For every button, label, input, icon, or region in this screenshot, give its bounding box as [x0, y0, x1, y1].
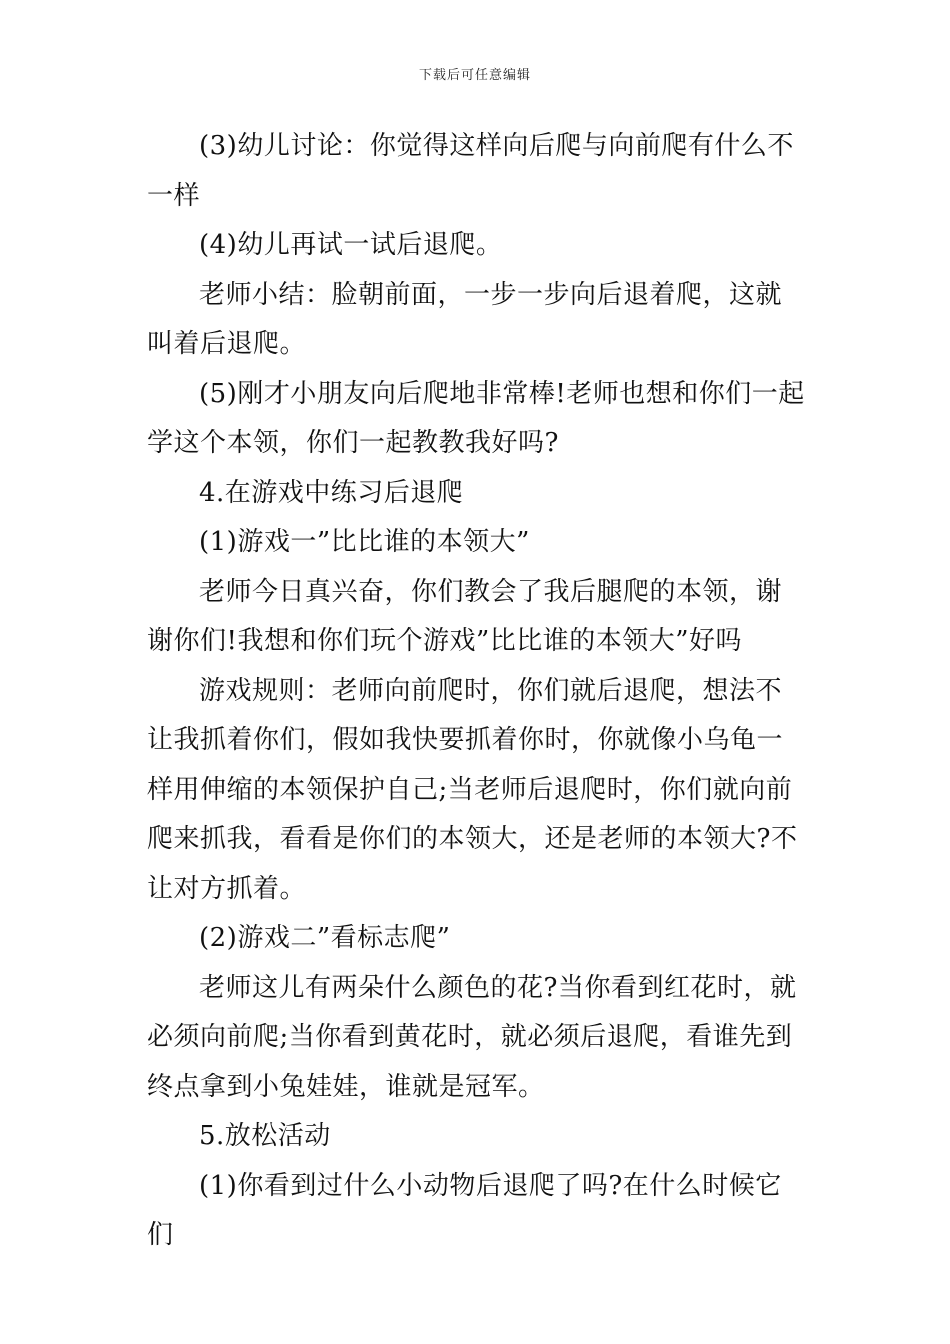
- paragraph-4: (5)刚才小朋友向后爬地非常棒!老师也想和你们一起学这个本领，你们一起教教我好吗?: [147, 378, 805, 458]
- paragraph-game-1-title: (1)游戏一”比比谁的本领大”: [199, 527, 530, 557]
- paragraph-2: (4)幼儿再试一试后退爬。: [199, 230, 503, 260]
- document-body: [147, 122, 807, 1261]
- paragraph-game-rules: 游戏规则：老师向前爬时，你们就后退爬，想法不让我抓着你们，假如我快要抓着你时，你就像小乌龟一样用伸缩的本领保护自己;当老师后退爬时，你们就向前爬来抓我，看看是你们的本领大，还是老师的本领大?不让对方抓着。: [147, 675, 798, 904]
- paragraph-relax-1: (1)你看到过什么小动物后退爬了吗?在什么时候它们: [147, 1170, 782, 1250]
- paragraph-game-2-title: (2)游戏二”看标志爬”: [199, 923, 451, 953]
- paragraph-3: 老师小结：脸朝前面，一步一步向后退着爬，这就叫着后退爬。: [147, 279, 783, 359]
- section-heading-5: 5.放松活动: [199, 1121, 331, 1151]
- paragraph-1: (3)幼儿讨论：你觉得这样向后爬与向前爬有什么不一样: [147, 131, 794, 211]
- page-header: 下载后可任意编辑: [418, 68, 531, 83]
- section-heading-4: 4.在游戏中练习后退爬: [199, 477, 464, 508]
- paragraph-game-2-intro: 老师这儿有两朵什么颜色的花?当你看到红花时，就必须向前爬;当你看到黄花时，就必须后退爬，看谁先到终点拿到小兔娃娃，谁就是冠军。: [147, 972, 797, 1102]
- paragraph-game-1-intro: 老师今日真兴奋，你们教会了我后腿爬的本领，谢谢你们!我想和你们玩个游戏”比比谁的本领大”好吗: [147, 576, 783, 656]
